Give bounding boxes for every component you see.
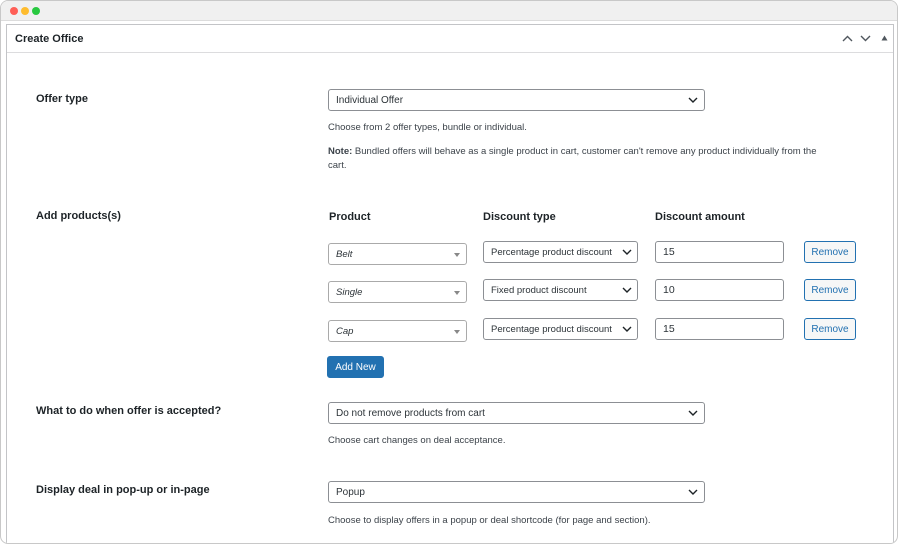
- window-titlebar: [1, 1, 897, 21]
- note-label: Note:: [328, 146, 353, 157]
- triangle-down-icon: [454, 291, 460, 295]
- chevron-down-icon: [688, 96, 698, 104]
- minimize-window-button[interactable]: [21, 7, 29, 15]
- discount-type-select[interactable]: [483, 241, 638, 263]
- column-header-product: Product: [329, 211, 371, 223]
- chevron-down-icon: [622, 248, 632, 256]
- discount-type-select[interactable]: [483, 279, 638, 301]
- offer-type-label: Offer type: [36, 93, 88, 105]
- on-accept-value: Do not remove products from cart: [336, 407, 485, 419]
- offer-type-value: Individual Offer: [336, 94, 404, 106]
- column-header-discount-type: Discount type: [483, 211, 556, 223]
- discount-type-select[interactable]: [483, 318, 638, 340]
- display-label: Display deal in pop-up or in-page: [36, 484, 210, 496]
- on-accept-help: Choose cart changes on deal acceptance.: [328, 435, 506, 446]
- remove-button[interactable]: Remove: [804, 318, 856, 340]
- on-accept-label: What to do when offer is accepted?: [36, 405, 222, 417]
- offer-type-note: [328, 145, 858, 173]
- discount-amount-input[interactable]: 15: [655, 318, 784, 340]
- display-value: Popup: [336, 486, 365, 498]
- product-select[interactable]: [328, 320, 467, 342]
- triangle-down-icon: [454, 253, 460, 257]
- remove-button[interactable]: Remove: [804, 241, 856, 263]
- discount-type-value: Percentage product discount: [491, 323, 612, 335]
- create-offer-panel: [6, 24, 894, 544]
- product-value: Belt: [336, 248, 353, 260]
- product-value: Single: [336, 286, 363, 298]
- product-select[interactable]: [328, 281, 467, 303]
- chevron-down-icon[interactable]: [858, 31, 872, 45]
- column-header-discount-amount: Discount amount: [655, 211, 745, 223]
- maximize-window-button[interactable]: [32, 7, 40, 15]
- offer-type-help: Choose from 2 offer types, bundle or individual.: [328, 122, 527, 133]
- discount-amount-input[interactable]: 10: [655, 279, 784, 301]
- note-text: Bundled offers will behave as a single product in cart, customer can't remove any product individually from the: [354, 146, 817, 157]
- on-accept-select[interactable]: [328, 402, 705, 424]
- note-text-2: cart.: [328, 160, 347, 171]
- chevron-down-icon: [688, 409, 698, 417]
- add-products-label: Add products(s): [36, 210, 121, 222]
- chevron-down-icon: [622, 286, 632, 294]
- panel-header: [7, 25, 893, 53]
- product-value: Cap: [336, 325, 354, 337]
- discount-type-value: Percentage product discount: [491, 246, 612, 258]
- triangle-up-icon[interactable]: [877, 31, 891, 45]
- close-window-button[interactable]: [10, 7, 18, 15]
- product-select[interactable]: [328, 243, 467, 265]
- chevron-down-icon: [622, 325, 632, 333]
- display-select[interactable]: [328, 481, 705, 503]
- display-help: Choose to display offers in a popup or deal shortcode (for page and section).: [328, 515, 651, 526]
- discount-amount-input[interactable]: 15: [655, 241, 784, 263]
- remove-button[interactable]: Remove: [804, 279, 856, 301]
- offer-type-select[interactable]: [328, 89, 705, 111]
- chevron-up-icon[interactable]: [840, 31, 854, 45]
- triangle-down-icon: [454, 330, 460, 334]
- chevron-down-icon: [688, 488, 698, 496]
- panel-title: Create Office: [15, 33, 84, 45]
- add-new-button[interactable]: Add New: [327, 356, 384, 378]
- discount-type-value: Fixed product discount: [491, 284, 587, 296]
